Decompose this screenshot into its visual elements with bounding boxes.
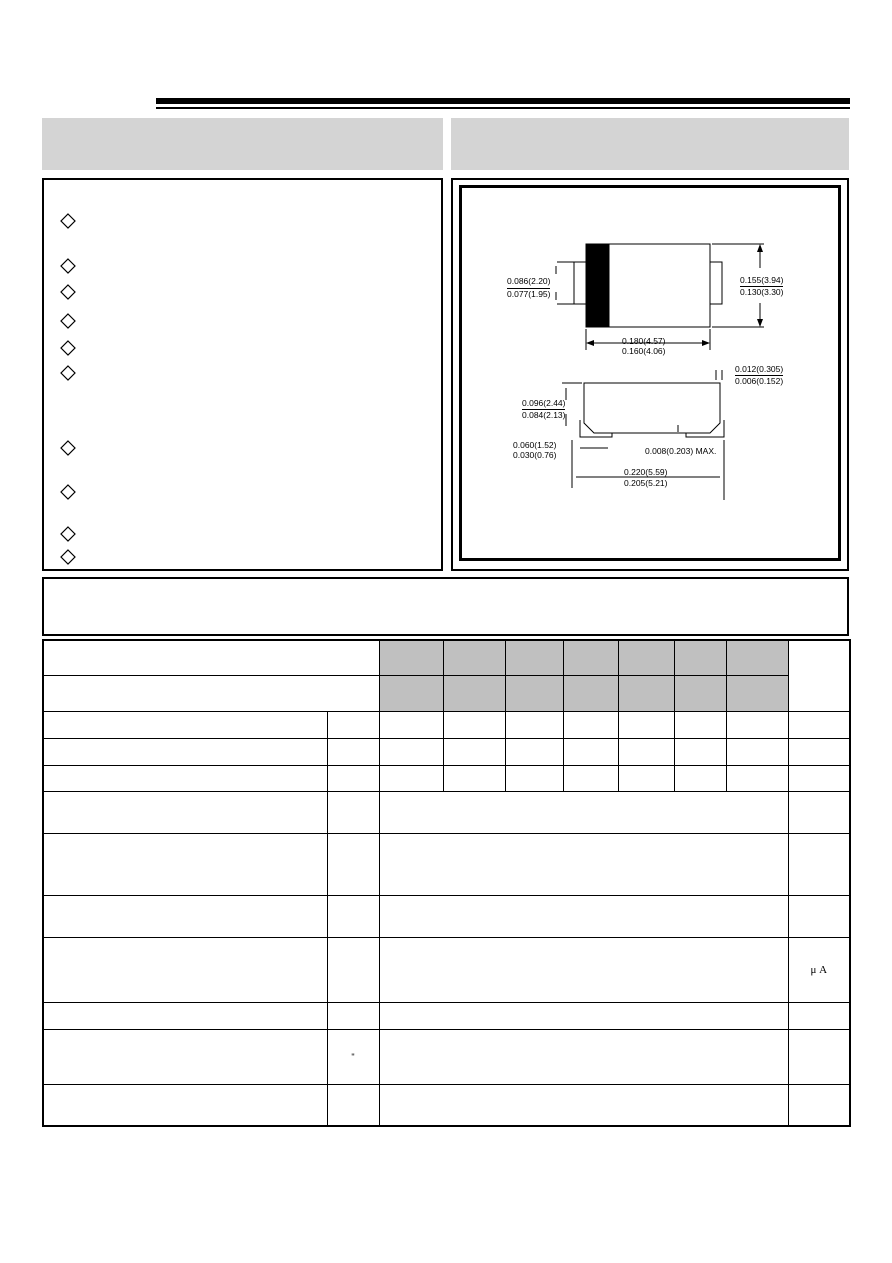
feature-bullet-icon: [60, 213, 76, 229]
feature-bullet-icon: [60, 313, 76, 329]
table-header-row-1: [43, 640, 850, 675]
lead-foot-right: [686, 420, 724, 437]
table-row: [43, 791, 850, 833]
feature-bullet-icon: [60, 549, 76, 565]
header-mark-6: [674, 675, 726, 711]
table-row: [43, 895, 850, 937]
header-cell-label: [43, 640, 379, 675]
features-box: [42, 178, 443, 571]
dim-overall-max: 0.220(5.59): [624, 467, 668, 477]
feature-bullet-icon: [60, 484, 76, 500]
cathode-band: [586, 244, 609, 327]
header-part-4: [563, 640, 618, 675]
table-header-row-2: [43, 675, 850, 711]
body-side-view: [584, 383, 720, 433]
feature-bullet-icon: [60, 340, 76, 356]
header-mark-3: [505, 675, 563, 711]
header-unit: [788, 640, 850, 711]
header-mark-4: [563, 675, 618, 711]
table-row: [43, 1084, 850, 1126]
dim-body-width-min: 0.160(4.06): [622, 346, 666, 356]
header-rule-thin: [156, 107, 850, 109]
table-row: [43, 711, 850, 738]
header-mark-1: [379, 675, 443, 711]
symbol-mark: ": [327, 1029, 379, 1084]
header-part-2: [443, 640, 505, 675]
header-rule-thick: [156, 98, 850, 104]
feature-bullet-icon: [60, 365, 76, 381]
dim-lead-thick-min: 0.006(0.152): [735, 376, 784, 386]
unit-microamp: μ A: [788, 937, 850, 1002]
package-drawing: [459, 185, 841, 561]
header-cell-marking: [43, 675, 379, 711]
header-part-5: [618, 640, 674, 675]
header-mark-2: [443, 675, 505, 711]
dim-height-max: 0.096(2.44): [522, 398, 566, 408]
header-part-1: [379, 640, 443, 675]
dim-body-height-max: 0.155(3.94): [740, 275, 784, 285]
dim-body-width-max: 0.180(4.57): [622, 336, 666, 346]
header-part-3: [505, 640, 563, 675]
lead-right: [710, 262, 722, 304]
header-mark-7: [726, 675, 788, 711]
title-band-left: [42, 118, 443, 170]
dim-overall-min: 0.205(5.21): [624, 478, 668, 488]
dim-body-height-min: 0.130(3.30): [740, 287, 784, 297]
table-row: [43, 937, 850, 1002]
feature-bullet-icon: [60, 526, 76, 542]
dim-lead-width-min: 0.077(1.95): [507, 289, 551, 299]
table-row: [43, 833, 850, 895]
title-band-right: [451, 118, 849, 170]
table-row: [43, 738, 850, 765]
header-mark-5: [618, 675, 674, 711]
header-part-7: [726, 640, 788, 675]
table-row: [43, 765, 850, 791]
feature-bullet-icon: [60, 258, 76, 274]
dim-lead-thick-max: 0.012(0.305): [735, 364, 784, 374]
dim-height-min: 0.084(2.13): [522, 410, 566, 420]
table-row: [43, 1002, 850, 1029]
dim-lead-width-max: 0.086(2.20): [507, 276, 551, 286]
dim-foot-max: 0.060(1.52): [513, 440, 557, 450]
feature-bullet-icon: [60, 284, 76, 300]
dim-foot-min: 0.030(0.76): [513, 450, 557, 460]
header-part-6: [674, 640, 726, 675]
ratings-note-box: [42, 577, 849, 636]
spec-table: [42, 639, 851, 1127]
feature-bullet-icon: [60, 440, 76, 456]
table-row: [43, 1029, 850, 1084]
lead-foot-left: [580, 420, 612, 437]
lead-left: [574, 262, 586, 304]
dim-standoff: 0.008(0.203) MAX.: [645, 446, 717, 456]
